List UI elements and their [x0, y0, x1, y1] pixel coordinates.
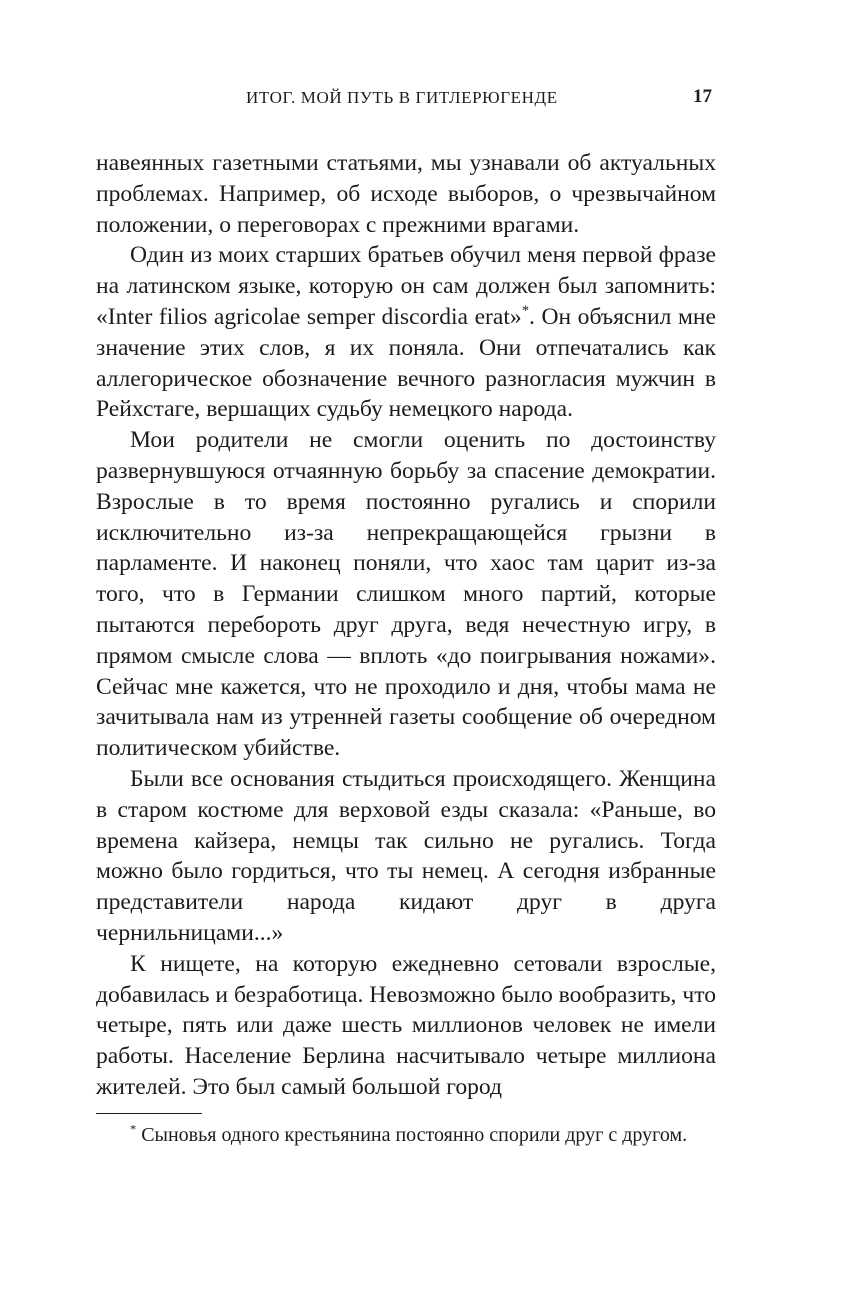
running-title: ИТОГ. МОЙ ПУТЬ В ГИТЛЕРЮГЕНДЕ	[246, 88, 558, 107]
footnote	[96, 1122, 716, 1148]
paragraph-5: К нищете, на которую ежедневно сетовали взрослые, добавилась и безработица. Невозможно было вообразить, что четыре, пять или даже шесть миллионов человек не имели работы. Население Берлина насчитывало четыре миллиона жителей. Это был самый большой город	[96, 950, 716, 1100]
page-number: 17	[693, 86, 712, 107]
paragraph-1: навеянных газетными статьями, мы узнавали об актуальных проблемах. Например, об исходе выборов, о чрезвычайном положении, о переговорах с прежними врагами.	[96, 150, 716, 238]
footnote-mark: *	[130, 1122, 137, 1137]
footnote-reference-mark: *	[521, 303, 530, 320]
running-header	[96, 86, 716, 116]
paragraph-2-text: Один из моих старших братьев обучил меня первой фразе на латинском языке, которую он сам должен был запомнить: «Inter filios agricolae semper discordia erat»	[96, 242, 716, 330]
paragraph-2	[96, 240, 716, 425]
footnote-divider	[96, 1113, 202, 1114]
paragraph-4: Были все основания стыдиться происходящего. Женщина в старом костюме для верховой езды сказала: «Раньше, во времена кайзера, немцы так сильно не ругались. Тогда можно было гордиться, что ты немец. А сегодня избранные представители народа кидают друг в друга чернильницами...»	[96, 765, 716, 946]
paragraph-3: Мои родители не смогли оценить по достоинству развернувшуюся отчаянную борьбу за спасение демократии. Взрослые в то время постоянно ругались и спорили исключительно из-за непрекращающейся грызни в парламенте. И наконец поняли, что хаос там царит из-за того, что в Германии слишком много партий, которые пытаются перебороть друг друга, ведя нечестную игру, в прямом смысле слова — вплоть «до поигрывания ножами». Сейчас мне кажется, что не проходило и дня, чтобы мама не зачитывала нам из утренней газеты сообщение об очередном политическом убийстве.	[96, 427, 716, 762]
main-text	[96, 148, 716, 1103]
footnote-text: Сыновья одного крестьянина постоянно спорили друг с другом.	[136, 1124, 688, 1146]
paragraph-2-text-continued: . Он объяснил мне значение этих слов, я их поняла. Они отпечатались как аллегорическое обозначение вечного разногласия мужчин в Рейхстаге, вершащих судьбу немецкого народа.	[96, 303, 716, 423]
